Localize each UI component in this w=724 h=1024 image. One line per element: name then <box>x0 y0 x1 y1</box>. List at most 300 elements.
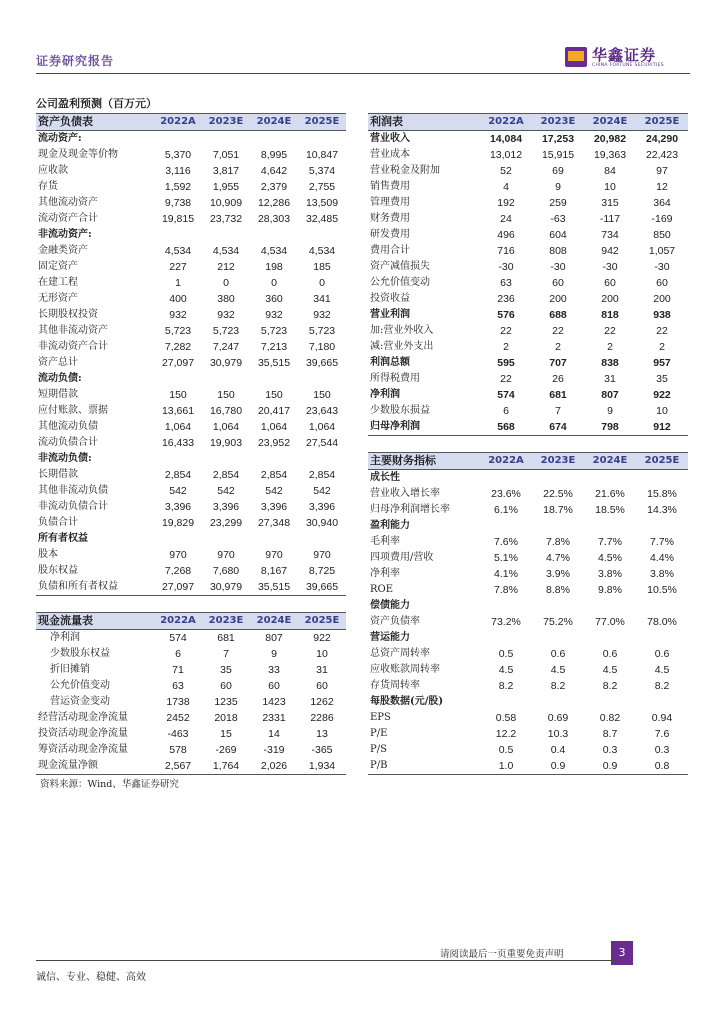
table-row <box>36 291 346 307</box>
cell-value: 7.7% <box>650 536 674 548</box>
cell-value: 0 <box>319 277 325 289</box>
cell-value: 8.2 <box>550 680 566 692</box>
cell-value: 97 <box>656 165 668 177</box>
cell-value: 400 <box>169 293 187 305</box>
row-label: 成长性 <box>370 472 400 483</box>
row-label: 非流动负债合计 <box>38 501 108 512</box>
cell-value: -463 <box>167 728 189 740</box>
cell-value <box>480 470 532 487</box>
cell-value: 364 <box>653 197 671 209</box>
table-row <box>368 646 688 662</box>
table-row <box>368 275 688 291</box>
cell-value: 35,515 <box>257 357 291 369</box>
cell-value: 4.5 <box>654 664 670 676</box>
table-row <box>36 579 346 596</box>
cell-value: 60 <box>604 277 616 289</box>
row-label: 无形资产 <box>38 293 78 304</box>
cell-value: 10,909 <box>209 197 243 209</box>
table-row <box>36 646 346 662</box>
row-label: 管理费用 <box>370 197 410 208</box>
row-label: 所有者权益 <box>38 533 88 544</box>
cell-value: 7,680 <box>212 565 240 577</box>
cell-value: 838 <box>601 357 619 369</box>
table-row <box>368 307 688 323</box>
table-row <box>368 630 688 646</box>
cell-value: 932 <box>265 309 283 321</box>
cell-value: 84 <box>604 165 616 177</box>
cell-value: 19,903 <box>209 437 243 449</box>
row-label: 应收账款周转率 <box>370 664 440 675</box>
table-row <box>36 678 346 694</box>
cell-value: 7,247 <box>212 341 240 353</box>
cell-value: 19,815 <box>161 213 195 225</box>
cell-value <box>636 694 688 710</box>
cell-value: 4.7% <box>546 552 570 564</box>
cell-value: 3,396 <box>260 501 288 513</box>
cell-value <box>298 131 346 148</box>
cell-value: 970 <box>217 549 235 561</box>
cell-value: 7,213 <box>260 341 288 353</box>
cell-value: 5,723 <box>164 325 192 337</box>
cell-value: 78.0% <box>647 616 677 628</box>
footer-divider <box>36 960 616 961</box>
table-row <box>368 291 688 307</box>
cell-value: 2,567 <box>154 758 202 775</box>
cell-value: 5,374 <box>308 165 336 177</box>
cell-value: 24 <box>500 213 512 225</box>
row-label: 所得税费用 <box>370 373 420 384</box>
row-label: 每股数据(元/股) <box>370 696 444 707</box>
row-label: 应付账款、票据 <box>38 405 108 416</box>
cell-value: 0.6 <box>654 648 670 660</box>
table-row <box>36 435 346 451</box>
table-row <box>368 486 688 502</box>
row-label: 少数股东损益 <box>370 405 430 416</box>
cell-value: 542 <box>265 485 283 497</box>
row-label: 少数股东权益 <box>50 648 110 659</box>
cell-value: 5,370 <box>164 149 192 161</box>
cell-value: 19,363 <box>593 149 627 161</box>
income-statement-table <box>368 113 688 436</box>
header-divider <box>36 73 690 74</box>
row-label: 毛利率 <box>370 536 400 547</box>
table-row <box>368 403 688 419</box>
cell-value: 9 <box>555 181 561 193</box>
cell-value: 7 <box>555 405 561 417</box>
cell-value: 15.8% <box>647 488 677 500</box>
row-label: 长期借款 <box>38 469 78 480</box>
cell-value <box>584 518 636 534</box>
row-label: 资产减值损失 <box>370 261 430 272</box>
cell-value: 12,286 <box>257 197 291 209</box>
row-label: 公允价值变动 <box>370 277 430 288</box>
year-header: 2023E <box>202 114 250 131</box>
row-label: 偿债能力 <box>370 600 410 611</box>
cell-value: 150 <box>217 389 235 401</box>
cell-value: 688 <box>549 309 567 321</box>
table-row <box>368 195 688 211</box>
cell-value: 10 <box>656 405 668 417</box>
row-label: 非流动资产: <box>38 229 92 240</box>
report-header-title: 证券研究报告 <box>36 54 115 68</box>
row-label: 固定资产 <box>38 261 78 272</box>
cell-value: 8,995 <box>260 149 288 161</box>
row-label: 资产总计 <box>38 357 78 368</box>
cell-value: 4,534 <box>164 245 192 257</box>
table-row <box>368 742 688 758</box>
cell-value: 0 <box>271 277 277 289</box>
row-label: 利润总额 <box>370 357 410 368</box>
table-row <box>36 179 346 195</box>
cell-value: 1738 <box>166 696 190 708</box>
cell-value: 31 <box>604 373 616 385</box>
cell-value <box>584 598 636 614</box>
row-label: 其他非流动负债 <box>38 485 108 496</box>
row-label: 营业成本 <box>370 149 410 160</box>
cell-value <box>202 227 250 243</box>
cell-value: 185 <box>313 261 331 273</box>
cell-value <box>298 451 346 467</box>
cell-value: 1,064 <box>260 421 288 433</box>
cell-value: 1.0 <box>480 758 532 775</box>
cell-value: 574 <box>169 632 187 644</box>
cell-value <box>480 630 532 646</box>
cell-value: 0.4 <box>550 744 566 756</box>
cell-value: 1 <box>175 277 181 289</box>
row-label: EPS <box>370 712 391 723</box>
cell-value <box>298 227 346 243</box>
table-row <box>368 387 688 403</box>
cell-value <box>298 531 346 547</box>
cell-value <box>584 470 636 487</box>
cell-value: 24,290 <box>645 133 679 145</box>
table-title: 资产负债表 <box>36 114 154 131</box>
cell-value: 576 <box>497 309 515 321</box>
cell-value: 1,592 <box>164 181 192 193</box>
cell-value: 3,116 <box>165 165 191 177</box>
table-row <box>368 582 688 598</box>
row-label: 归母净利润 <box>368 419 480 436</box>
cell-value: 1,764 <box>202 758 250 775</box>
cell-value: 6 <box>503 405 509 417</box>
cell-value: 5.1% <box>494 552 518 564</box>
cell-value: 12 <box>656 181 668 193</box>
balance-sheet-table <box>36 113 346 596</box>
cell-value: 8.7 <box>602 728 618 740</box>
year-header: 2025E <box>298 114 346 131</box>
cell-value: 27,097 <box>154 579 202 596</box>
row-label: 净利率 <box>370 568 400 579</box>
cell-value: 35,515 <box>250 579 298 596</box>
company-logo <box>565 45 695 73</box>
table-row <box>36 339 346 355</box>
row-label: 费用合计 <box>370 245 410 256</box>
cell-value: 2,379 <box>260 181 288 193</box>
cell-value: 259 <box>549 197 567 209</box>
cell-value: 150 <box>313 389 331 401</box>
cell-value: 15 <box>220 728 232 740</box>
table-row <box>36 630 346 647</box>
cell-value <box>154 371 202 387</box>
cell-value: 13,509 <box>305 197 339 209</box>
cell-value: 69 <box>552 165 564 177</box>
cell-value <box>250 227 298 243</box>
row-label: 非流动负债: <box>38 453 92 464</box>
cell-value: 4 <box>503 181 509 193</box>
cell-value <box>480 694 532 710</box>
cell-value: 27,348 <box>257 517 291 529</box>
table-row <box>368 614 688 630</box>
cell-value: 2,854 <box>212 469 240 481</box>
year-header: 2024E <box>250 114 298 131</box>
cell-value: 0.3 <box>602 744 618 756</box>
cell-value <box>480 598 532 614</box>
table-row <box>368 678 688 694</box>
cell-value: 10 <box>316 648 328 660</box>
row-label: 应收款 <box>38 165 68 176</box>
cell-value: 0.5 <box>498 648 514 660</box>
cell-value: 60 <box>552 277 564 289</box>
cell-value: 1423 <box>262 696 286 708</box>
table-row <box>368 323 688 339</box>
cell-value: 7,051 <box>212 149 240 161</box>
cell-value: 2452 <box>166 712 190 724</box>
cell-value: 1,064 <box>212 421 240 433</box>
logo-english: CHINA FORTUNE SECURITIES <box>592 63 664 68</box>
cell-value: 341 <box>313 293 331 305</box>
cell-value: 5,723 <box>260 325 288 337</box>
row-label: 净利润 <box>50 632 80 643</box>
cell-value: 22,423 <box>645 149 679 161</box>
cell-value: 0.9 <box>584 758 636 775</box>
table-header-row <box>36 613 346 630</box>
cell-value: 9,738 <box>164 197 192 209</box>
row-label: 总资产周转率 <box>370 648 430 659</box>
cell-value: 60 <box>316 680 328 692</box>
logo-name: 华鑫证券 <box>592 46 657 64</box>
cell-value: 3.8% <box>650 568 674 580</box>
table-row <box>368 518 688 534</box>
cell-value: 716 <box>497 245 515 257</box>
table-row <box>36 307 346 323</box>
row-label: 归母净利润增长率 <box>370 504 450 515</box>
cell-value: 15,915 <box>541 149 575 161</box>
cell-value: 0.69 <box>547 712 569 724</box>
cell-value: 912 <box>636 419 688 436</box>
cell-value: 192 <box>497 197 515 209</box>
row-label: 存货 <box>38 181 58 192</box>
cash-flow-table <box>36 612 346 775</box>
cell-value: 734 <box>601 229 619 241</box>
cell-value: 957 <box>653 357 671 369</box>
table-row <box>36 163 346 179</box>
cell-value: 0.58 <box>495 712 517 724</box>
row-label: 在建工程 <box>38 277 78 288</box>
cell-value: 496 <box>497 229 515 241</box>
table-row <box>36 531 346 547</box>
cell-value: 8,167 <box>260 565 288 577</box>
table-row <box>36 662 346 678</box>
cell-value: 23,643 <box>305 405 339 417</box>
cell-value: 1,934 <box>298 758 346 775</box>
row-label: 营业利润 <box>370 309 410 320</box>
table-row <box>36 694 346 710</box>
row-label: ROE <box>370 584 394 595</box>
cell-value <box>636 598 688 614</box>
cell-value: 6 <box>175 648 181 660</box>
cell-value: 19,829 <box>161 517 195 529</box>
cell-value: 39,665 <box>305 357 339 369</box>
table-row <box>368 758 688 775</box>
row-label: 流动资产合计 <box>38 213 98 224</box>
row-label: 经营活动现金净流量 <box>38 712 128 723</box>
cell-value: 1,064 <box>164 421 192 433</box>
cell-value: 4.4% <box>650 552 674 564</box>
table-row <box>36 742 346 758</box>
cell-value: 922 <box>313 632 331 644</box>
cell-value: 20,982 <box>593 133 627 145</box>
cell-value: 6.1% <box>494 504 518 516</box>
table-row <box>36 195 346 211</box>
cell-value: 8.2 <box>602 680 618 692</box>
row-label: 其他非流动资产 <box>38 325 108 336</box>
cell-value: 10.3 <box>547 728 569 740</box>
cell-value: 16,780 <box>209 405 243 417</box>
row-label: 资产负债率 <box>370 616 420 627</box>
table-row <box>36 131 346 148</box>
cell-value: 75.2% <box>543 616 573 628</box>
row-label: 销售费用 <box>370 181 410 192</box>
row-label: 营业税金及附加 <box>370 165 440 176</box>
table-row <box>36 515 346 531</box>
cell-value: 9 <box>271 648 277 660</box>
cell-value: 5,723 <box>308 325 336 337</box>
table-title: 利润表 <box>368 114 480 131</box>
cell-value: 30,940 <box>305 517 339 529</box>
cell-value <box>202 131 250 148</box>
cell-value <box>154 131 202 148</box>
financial-ratios-table <box>368 452 688 775</box>
table-row <box>368 419 688 436</box>
cell-value: 1,064 <box>308 421 336 433</box>
cell-value <box>154 227 202 243</box>
table-row <box>368 243 688 259</box>
cell-value: 604 <box>549 229 567 241</box>
cell-value: 681 <box>549 389 567 401</box>
cell-value: 32,485 <box>305 213 339 225</box>
cell-value: 932 <box>169 309 187 321</box>
row-label: 营业收入增长率 <box>370 488 440 499</box>
cell-value: 3,396 <box>308 501 336 513</box>
row-label: 股东权益 <box>38 565 78 576</box>
cell-value: 2,854 <box>164 469 192 481</box>
cell-value: 33 <box>268 664 280 676</box>
cell-value: 850 <box>653 229 671 241</box>
year-header: 2022A <box>480 114 532 131</box>
table-row <box>368 163 688 179</box>
cell-value: 7,180 <box>308 341 336 353</box>
cell-value <box>584 630 636 646</box>
cell-value <box>298 371 346 387</box>
table-row <box>36 403 346 419</box>
cell-value: 212 <box>217 261 235 273</box>
row-label: 短期借款 <box>38 389 78 400</box>
cell-value: 63 <box>172 680 184 692</box>
cell-value: 574 <box>497 389 515 401</box>
cell-value: 8.8% <box>546 584 570 596</box>
cell-value: 13 <box>316 728 328 740</box>
cell-value: 22 <box>604 325 616 337</box>
row-label: 加:营业外收入 <box>370 325 434 336</box>
data-source-note: 资料来源：Wind、华鑫证券研究 <box>40 779 179 790</box>
cell-value: 27,097 <box>161 357 195 369</box>
cell-value: 542 <box>169 485 187 497</box>
table-row <box>36 483 346 499</box>
cell-value: 10.5% <box>647 584 677 596</box>
cell-value <box>532 694 584 710</box>
cell-value: 2,026 <box>250 758 298 775</box>
row-label: 现金及现金等价物 <box>38 149 118 160</box>
cell-value: 35 <box>220 664 232 676</box>
table-row <box>36 710 346 726</box>
cell-value: 26 <box>552 373 564 385</box>
cell-value: 2 <box>659 341 665 353</box>
cell-value: 8.2 <box>498 680 514 692</box>
table-row <box>368 227 688 243</box>
cell-value: 18.5% <box>595 504 625 516</box>
row-label: 折旧摊销 <box>50 664 90 675</box>
row-label: 公允价值变动 <box>50 680 110 691</box>
cell-value: 8.2 <box>654 680 670 692</box>
cell-value: 568 <box>480 419 532 436</box>
table-row <box>36 275 346 291</box>
row-label: P/E <box>370 728 388 739</box>
cell-value: 7.6 <box>654 728 670 740</box>
cell-value: 3,396 <box>164 501 192 513</box>
row-label: 股本 <box>38 549 58 560</box>
cell-value: 0.3 <box>654 744 670 756</box>
cell-value: 22 <box>500 325 512 337</box>
row-label: 流动资产: <box>38 133 82 144</box>
cell-value: 4.1% <box>494 568 518 580</box>
cell-value: 13,012 <box>489 149 523 161</box>
cell-value: 2,854 <box>260 469 288 481</box>
cell-value: 227 <box>169 261 187 273</box>
cell-value: 200 <box>549 293 567 305</box>
cell-value: 2 <box>555 341 561 353</box>
table-row <box>368 550 688 566</box>
cell-value: -30 <box>550 261 566 273</box>
cell-value: 7.8% <box>494 584 518 596</box>
table-header-row <box>368 453 688 470</box>
cell-value: 681 <box>217 632 235 644</box>
cell-value <box>480 518 532 534</box>
cell-value: -117 <box>599 213 621 225</box>
cell-value: 0.6 <box>550 648 566 660</box>
cell-value: 52 <box>500 165 512 177</box>
table-row <box>368 534 688 550</box>
cell-value <box>532 470 584 487</box>
row-label: 减:营业外支出 <box>370 341 434 352</box>
cell-value <box>250 531 298 547</box>
cell-value: 22 <box>552 325 564 337</box>
cell-value: 798 <box>584 419 636 436</box>
cell-value: 14,084 <box>489 133 523 145</box>
cell-value: 9 <box>607 405 613 417</box>
row-label: 其他流动资产 <box>38 197 98 208</box>
cell-value: 14.3% <box>647 504 677 516</box>
row-label: 净利润 <box>370 389 400 400</box>
